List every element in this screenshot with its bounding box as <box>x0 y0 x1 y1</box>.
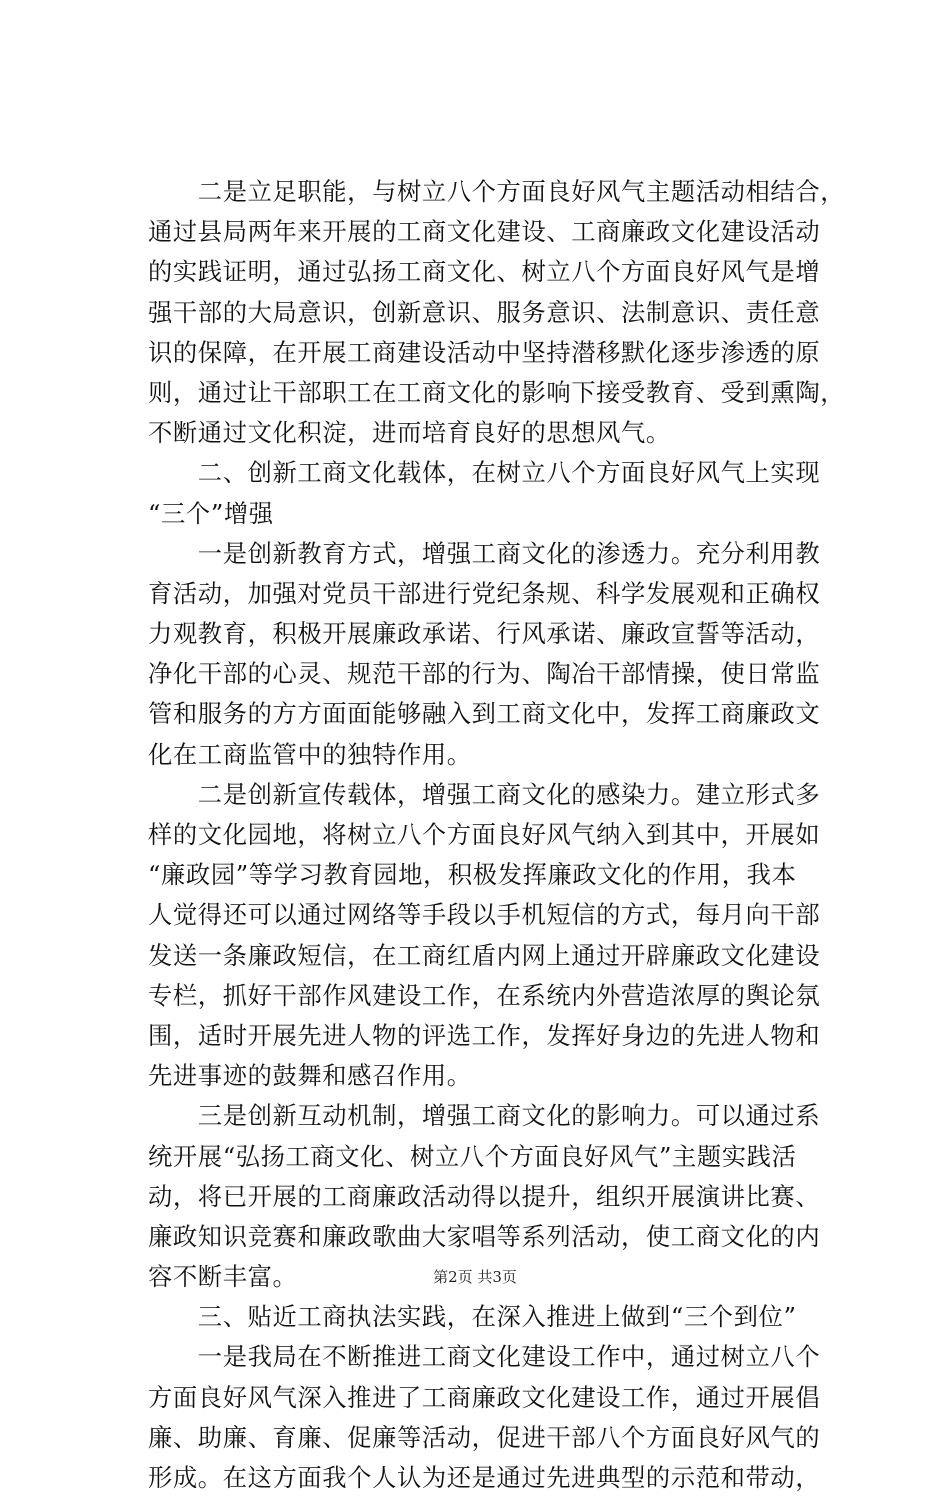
text-line: 形成。在这方面我个人认为还是通过先进典型的示范和带动， <box>148 1463 821 1492</box>
text-line: 二是创新宣传载体，增强工商文化的感染力。建立形式多 <box>148 779 821 809</box>
text-line: 力观教育，积极开展廉政承诺、行风承诺、廉政宣誓等活动， <box>148 619 821 649</box>
body-text <box>148 172 846 1498</box>
text-line: 一是创新教育方式，增强工商文化的渗透力。充分利用教 <box>148 538 821 568</box>
text-line: 围，适时开展先进人物的评选工作，发挥好身边的先进人物和 <box>148 1020 821 1050</box>
text-line: 样的文化园地，将树立八个方面良好风气纳入到其中，开展如 <box>148 820 821 849</box>
text-line: 二是立足职能，与树立八个方面良好风气主题活动相结合， <box>148 177 846 206</box>
text-line: 净化干部的心灵、规范干部的行为、陶冶干部情操，使日常监 <box>148 659 821 689</box>
text-line: 的实践证明，通过弘扬工商文化、树立八个方面良好风气是增 <box>148 257 821 287</box>
text-line: 一是我局在不断推进工商文化建设工作中，通过树立八个 <box>148 1342 821 1372</box>
text-line: 识的保障，在开展工商建设活动中坚持潜移默化逐步渗透的原 <box>148 337 821 367</box>
page-footer: 第2页 共3页 <box>433 1268 517 1286</box>
text-line: 统开展“弘扬工商文化、树立八个方面良好风气”主题实践活 <box>148 1141 797 1171</box>
text-line: 廉、助廉、育廉、促廉等活动，促进干部八个方面良好风气的 <box>148 1422 821 1452</box>
text-line: 三是创新互动机制，增强工商文化的影响力。可以通过系 <box>148 1101 821 1131</box>
text-line: 管和服务的方方面面能够融入到工商文化中，发挥工商廉政文 <box>148 699 821 729</box>
text-line: 三、贴近工商执法实践，在深入推进上做到“三个到位” <box>148 1302 797 1332</box>
text-line: 专栏，抓好干部作风建设工作，在系统内外营造浓厚的舆论氛 <box>148 980 821 1010</box>
text-line: 二、创新工商文化载体，在树立八个方面良好风气上实现 <box>148 458 821 488</box>
text-line: 通过县局两年来开展的工商文化建设、工商廉政文化建设活动 <box>148 217 821 247</box>
text-line: 廉政知识竞赛和廉政歌曲大家唱等系列活动，使工商文化的内 <box>148 1221 821 1251</box>
text-line: 先进事迹的鼓舞和感召作用。 <box>148 1061 472 1091</box>
text-line: 人觉得还可以通过网络等手段以手机短信的方式，每月向干部 <box>148 900 821 930</box>
text-line: 则，通过让干部职工在工商文化的影响下接受教育、受到熏陶， <box>148 377 846 407</box>
text-line: 化在工商监管中的独特作用。 <box>148 739 472 769</box>
text-line: 不断通过文化积淀，进而培育良好的思想风气。 <box>148 418 671 448</box>
text-line: “廉政园”等学习教育园地，积极发挥廉政文化的作用，我本 <box>148 860 797 890</box>
text-line: 强干部的大局意识，创新意识、服务意识、法制意识、责任意 <box>148 297 821 327</box>
text-line: 动，将已开展的工商廉政活动得以提升，组织开展演讲比赛、 <box>148 1181 821 1211</box>
text-line: 方面良好风气深入推进了工商廉政文化建设工作，通过开展倡 <box>148 1382 821 1412</box>
text-line: 育活动，加强对党员干部进行党纪条规、科学发展观和正确权 <box>148 578 821 608</box>
text-line: “三个”增强 <box>148 498 274 528</box>
text-line: 容不断丰富。 <box>148 1262 298 1292</box>
text-line: 发送一条廉政短信，在工商红盾内网上通过开辟廉政文化建设 <box>148 940 821 970</box>
